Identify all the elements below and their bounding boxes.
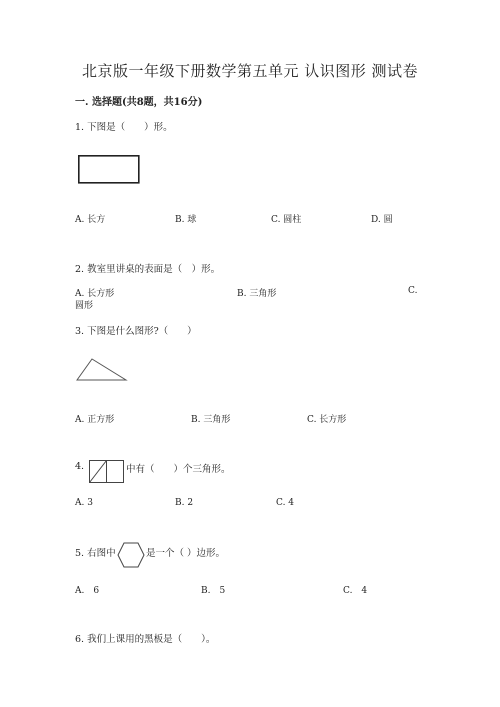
question-3-option-c[interactable]: C. 长方形 xyxy=(307,415,347,425)
question-1-option-a[interactable]: A. 长方 xyxy=(75,215,106,225)
rectangle-figure xyxy=(78,155,140,184)
question-5-prefix: 5. 右图中 xyxy=(75,548,116,559)
question-4-option-c[interactable]: C. 4 xyxy=(276,498,295,508)
triangles-figure xyxy=(89,460,125,484)
question-4-option-a[interactable]: A. 3 xyxy=(75,498,93,508)
question-5-option-a[interactable]: A. 6 xyxy=(75,586,100,596)
question-3-option-a[interactable]: A. 正方形 xyxy=(75,415,115,425)
triangle-figure xyxy=(76,358,128,382)
question-6-stem: 6. 我们上课用的黑板是（ ）。 xyxy=(75,634,216,645)
question-2-stem: 2. 教室里讲桌的表面是（ ）形。 xyxy=(75,264,221,275)
question-2-option-a[interactable]: A. 长方形 xyxy=(75,289,115,299)
question-1-option-c[interactable]: C. 圆柱 xyxy=(271,215,302,225)
section-heading: 一. 选择题(共8题，共16分) xyxy=(75,97,203,108)
question-1-stem: 1. 下图是（ ）形。 xyxy=(75,122,173,133)
question-4-prefix: 4. xyxy=(75,461,85,472)
question-1-option-d[interactable]: D. 圆 xyxy=(371,215,393,225)
question-5-option-b[interactable]: B. 5 xyxy=(201,586,226,596)
question-2-option-c-wrap: 圆形 xyxy=(75,301,94,311)
hexagon-figure xyxy=(117,542,145,568)
question-2-option-b[interactable]: B. 三角形 xyxy=(237,289,277,299)
question-3-option-b[interactable]: B. 三角形 xyxy=(191,415,231,425)
question-2-option-c[interactable]: C. xyxy=(408,286,418,296)
question-4-stem: 中有（ ）个三角形。 xyxy=(126,464,231,475)
question-5-stem: 是一个（ ）边形。 xyxy=(146,548,226,559)
question-1-option-b[interactable]: B. 球 xyxy=(175,215,197,225)
question-4-option-b[interactable]: B. 2 xyxy=(175,498,194,508)
page-title: 北京版一年级下册数学第五单元 认识图形 测试卷 xyxy=(81,62,419,80)
question-3-stem: 3. 下图是什么图形?（ ） xyxy=(75,326,197,337)
question-5-option-c[interactable]: C. 4 xyxy=(343,586,368,596)
